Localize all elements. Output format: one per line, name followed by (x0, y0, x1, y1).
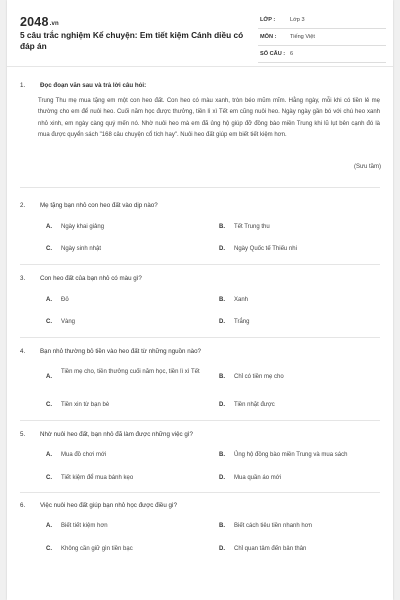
meta-label: SỐ CÂU : (260, 51, 286, 57)
option-text: Tiết kiệm để mua bánh kẹo (61, 475, 134, 481)
option-text: Tiền mẹ cho, tiền thưởng cuối năm học, tiền lì xì Tết (61, 369, 200, 375)
option-text: Không cần giữ gìn tiền bạc (61, 546, 133, 552)
logo-text: 2048 (20, 15, 49, 29)
question-number: 2. (20, 202, 26, 209)
divider (20, 420, 380, 421)
question-number: 1. (20, 82, 26, 89)
option-letter: A. (46, 523, 52, 529)
question-text: Việc nuôi heo đất giúp bạn nhỏ học được điều gì? (40, 502, 178, 509)
meta-row-class (258, 12, 386, 29)
option-letter: D. (219, 246, 225, 252)
question-number: 4. (20, 348, 26, 355)
meta-row-subject (258, 29, 386, 46)
option-text: Xanh (234, 297, 249, 303)
option-text: Biết cách tiêu tiền nhanh hơn (234, 523, 312, 529)
question-text: Bạn nhỏ thường bỏ tiền vào heo đất từ những nguồn nào? (40, 348, 201, 355)
meta-table (258, 12, 386, 63)
divider (20, 337, 380, 338)
meta-label: LỚP : (260, 17, 276, 23)
question-text: Nhờ nuôi heo đất, bạn nhỏ đã làm được những việc gì? (40, 431, 193, 438)
meta-value: Lớp 3 (290, 17, 305, 23)
option-text: Vàng (61, 319, 76, 325)
option-letter: C. (46, 475, 52, 481)
option-letter: B. (219, 224, 225, 230)
option-letter: D. (219, 475, 225, 481)
option-letter: C. (46, 402, 52, 408)
option-text: Đỏ (61, 297, 69, 303)
divider (20, 492, 380, 493)
option-letter: A. (46, 452, 52, 458)
divider (20, 264, 380, 265)
meta-label: MÔN : (260, 34, 277, 40)
option-letter: D. (219, 546, 225, 552)
passage-source: (Sưu tầm) (353, 164, 381, 170)
option-text: Trắng (234, 319, 250, 325)
meta-value: 6 (290, 51, 294, 57)
question-number: 3. (20, 275, 26, 282)
option-text: Chỉ có tiền mẹ cho (234, 374, 284, 380)
option-letter: D. (219, 319, 225, 325)
logo-tld: .vn (49, 21, 59, 27)
option-letter: C. (46, 546, 52, 552)
option-text: Biết tiết kiệm hơn (61, 523, 108, 529)
quiz-page (7, 0, 393, 600)
option-text: Tiền nhặt được (234, 402, 275, 408)
option-letter: B. (219, 452, 225, 458)
option-letter: C. (46, 246, 52, 252)
option-text: Mua quần áo mới (234, 475, 281, 481)
document-title: 5 câu trắc nghiệm Kể chuyện: Em tiết kiệm Cánh diều có đáp án (20, 30, 244, 51)
meta-value: Tiếng Việt (290, 34, 315, 40)
option-letter: C. (46, 319, 52, 325)
meta-row-count (258, 46, 386, 63)
question-number: 5. (20, 431, 26, 438)
divider (20, 187, 380, 188)
option-letter: A. (46, 297, 52, 303)
question-text: Mẹ tặng bạn nhỏ con heo đất vào dịp nào? (40, 202, 158, 209)
site-logo[interactable] (20, 15, 59, 29)
option-text: Tiền xin từ bạn bè (61, 402, 110, 408)
option-text: Chỉ quan tâm đến bản thân (234, 546, 307, 552)
option-text: Ngày sinh nhật (61, 246, 102, 252)
option-text: Ngày Quốc tế Thiếu nhi (234, 246, 297, 252)
question-text: Con heo đất của bạn nhỏ có màu gì? (40, 275, 142, 282)
question-number: 6. (20, 502, 26, 509)
page-header (7, 0, 393, 67)
option-letter: D. (219, 402, 225, 408)
reading-passage: Trung Thu mẹ mua tặng em một con heo đất. Con heo có màu xanh, tròn béo mũm mĩm. Hằng ngày, mỗi khi có tiền lẻ mẹ thường cho em để nuôi heo. Cuối năm học được thưởng, tiền lì xì Tết em cũng nuôi heo. Ngày ngày gần bó với chú heo xanh nhỏ xinh, em ngày càng quý mến nó. Nhờ nuôi heo mà em đã ủng hộ giúp đỡ đồng bào miền Trung khi lũ lụt bên cạnh đó là mua được quyển sách "168 câu chuyện cổ tích hay". Nuôi heo đất giúp em biết tiết kiệm hơn. (38, 98, 380, 138)
option-text: Tết Trung thu (234, 224, 270, 230)
option-letter: B. (219, 374, 225, 380)
option-text: Ủng hộ đồng bào miền Trung và mua sách (234, 452, 348, 458)
option-text: Mua đồ chơi mới (61, 452, 107, 458)
option-letter: A. (46, 224, 52, 230)
option-text: Ngày khai giảng (61, 224, 105, 230)
option-letter: A. (46, 374, 52, 380)
option-letter: B. (219, 297, 225, 303)
option-letter: B. (219, 523, 225, 529)
question-text: Đọc đoạn văn sau và trả lời câu hỏi: (40, 82, 147, 89)
